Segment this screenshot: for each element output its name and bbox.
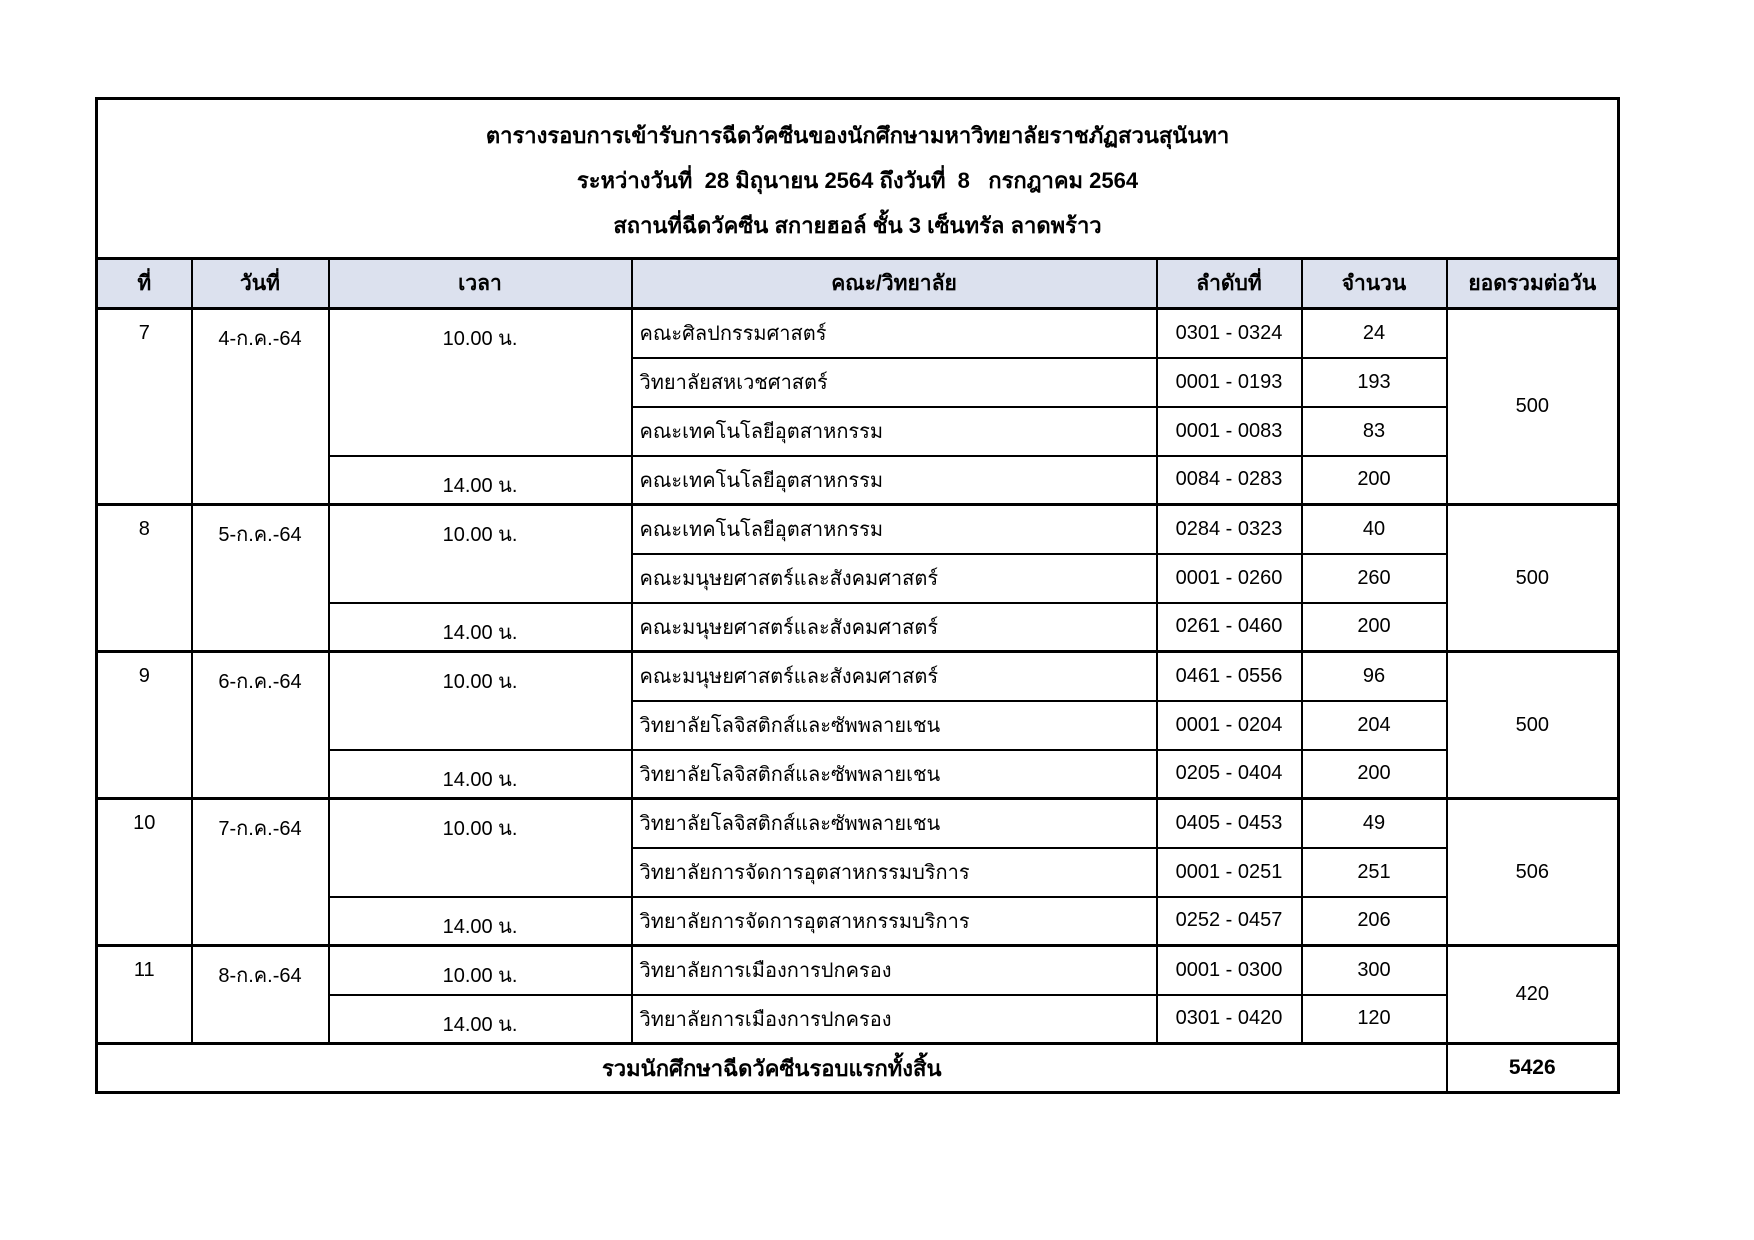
order-range-cell: 0084 - 0283	[1157, 456, 1302, 505]
order-range-cell: 0461 - 0556	[1157, 652, 1302, 701]
faculty-cell: วิทยาลัยการจัดการอุตสาหกรรมบริการ	[632, 897, 1157, 946]
time-cell: 10.00 น.	[329, 652, 632, 750]
date-cell: 7-ก.ค.-64	[192, 799, 329, 946]
row-number-cell: 10	[97, 799, 192, 946]
faculty-cell: คณะเทคโนโลยีอุตสาหกรรม	[632, 505, 1157, 554]
row-number-cell: 9	[97, 652, 192, 799]
faculty-cell: คณะเทคโนโลยีอุตสาหกรรม	[632, 407, 1157, 456]
count-cell: 96	[1302, 652, 1447, 701]
count-cell: 200	[1302, 603, 1447, 652]
count-cell: 200	[1302, 750, 1447, 799]
order-range-cell: 0261 - 0460	[1157, 603, 1302, 652]
order-range-cell: 0001 - 0260	[1157, 554, 1302, 603]
table-row	[97, 309, 1619, 358]
time-cell: 14.00 น.	[329, 995, 632, 1044]
faculty-cell: วิทยาลัยการจัดการอุตสาหกรรมบริการ	[632, 848, 1157, 897]
faculty-cell: คณะมนุษยศาสตร์และสังคมศาสตร์	[632, 554, 1157, 603]
faculty-cell: วิทยาลัยโลจิสติกส์และซัพพลายเชน	[632, 701, 1157, 750]
faculty-cell: วิทยาลัยสหเวชศาสตร์	[632, 358, 1157, 407]
daily-total-cell: 500	[1447, 652, 1619, 799]
order-range-cell: 0405 - 0453	[1157, 799, 1302, 848]
table-row	[97, 946, 1619, 995]
grand-total-row	[97, 1044, 1619, 1093]
count-cell: 200	[1302, 456, 1447, 505]
time-cell: 10.00 น.	[329, 505, 632, 603]
col-header-time: เวลา	[329, 259, 632, 309]
order-range-cell: 0001 - 0300	[1157, 946, 1302, 995]
daily-total-cell: 506	[1447, 799, 1619, 946]
order-range-cell: 0001 - 0083	[1157, 407, 1302, 456]
row-number-cell: 7	[97, 309, 192, 505]
order-range-cell: 0252 - 0457	[1157, 897, 1302, 946]
col-header-no: ที่	[97, 259, 192, 309]
daily-total-cell: 500	[1447, 309, 1619, 505]
grand-total-label: รวมนักศึกษาฉีดวัคซีนรอบแรกทั้งสิ้น	[97, 1044, 1447, 1093]
col-header-date: วันที่	[192, 259, 329, 309]
order-range-cell: 0301 - 0420	[1157, 995, 1302, 1044]
title-banner	[97, 99, 1619, 259]
count-cell: 49	[1302, 799, 1447, 848]
count-cell: 24	[1302, 309, 1447, 358]
time-cell: 14.00 น.	[329, 456, 632, 505]
count-cell: 40	[1302, 505, 1447, 554]
count-cell: 206	[1302, 897, 1447, 946]
order-range-cell: 0001 - 0193	[1157, 358, 1302, 407]
order-range-cell: 0001 - 0251	[1157, 848, 1302, 897]
daily-total-cell: 420	[1447, 946, 1619, 1044]
col-header-order-range: ลำดับที่	[1157, 259, 1302, 309]
date-cell: 8-ก.ค.-64	[192, 946, 329, 1044]
order-range-cell: 0284 - 0323	[1157, 505, 1302, 554]
col-header-count: จำนวน	[1302, 259, 1447, 309]
column-header-row	[97, 259, 1619, 309]
count-cell: 204	[1302, 701, 1447, 750]
location-subtitle: สถานที่ฉีดวัคซีน สกายฮอล์ ชั้น 3 เซ็นทรัล ลาดพร้าว	[613, 213, 1102, 238]
count-cell: 120	[1302, 995, 1447, 1044]
col-header-faculty: คณะ/วิทยาลัย	[632, 259, 1157, 309]
date-range-subtitle: ระหว่างวันที่ 28 มิถุนายน 2564 ถึงวันที่ 8 กรกฎาคม 2564	[576, 168, 1139, 193]
faculty-cell: วิทยาลัยการเมืองการปกครอง	[632, 995, 1157, 1044]
date-cell: 4-ก.ค.-64	[192, 309, 329, 505]
vaccination-schedule-table	[95, 97, 1620, 1094]
count-cell: 193	[1302, 358, 1447, 407]
daily-total-cell: 500	[1447, 505, 1619, 652]
grand-total-value: 5426	[1447, 1044, 1619, 1093]
faculty-cell: คณะศิลปกรรมศาสตร์	[632, 309, 1157, 358]
date-cell: 5-ก.ค.-64	[192, 505, 329, 652]
row-number-cell: 11	[97, 946, 192, 1044]
time-cell: 14.00 น.	[329, 897, 632, 946]
faculty-cell: วิทยาลัยโลจิสติกส์และซัพพลายเชน	[632, 750, 1157, 799]
faculty-cell: คณะมนุษยศาสตร์และสังคมศาสตร์	[632, 652, 1157, 701]
table-row	[97, 652, 1619, 701]
date-cell: 6-ก.ค.-64	[192, 652, 329, 799]
order-range-cell: 0001 - 0204	[1157, 701, 1302, 750]
table-row	[97, 505, 1619, 554]
time-cell: 14.00 น.	[329, 750, 632, 799]
table-row	[97, 799, 1619, 848]
time-cell: 10.00 น.	[329, 799, 632, 897]
table-title: ตารางรอบการเข้ารับการฉีดวัคซีนของนักศึกษามหาวิทยาลัยราชภัฏสวนสุนันทา	[485, 123, 1230, 148]
count-cell: 83	[1302, 407, 1447, 456]
faculty-cell: คณะเทคโนโลยีอุตสาหกรรม	[632, 456, 1157, 505]
title-banner-row	[97, 99, 1619, 259]
col-header-daily-total: ยอดรวมต่อวัน	[1447, 259, 1619, 309]
order-range-cell: 0205 - 0404	[1157, 750, 1302, 799]
time-cell: 10.00 น.	[329, 309, 632, 456]
count-cell: 300	[1302, 946, 1447, 995]
row-number-cell: 8	[97, 505, 192, 652]
time-cell: 10.00 น.	[329, 946, 632, 995]
order-range-cell: 0301 - 0324	[1157, 309, 1302, 358]
faculty-cell: คณะมนุษยศาสตร์และสังคมศาสตร์	[632, 603, 1157, 652]
faculty-cell: วิทยาลัยโลจิสติกส์และซัพพลายเชน	[632, 799, 1157, 848]
faculty-cell: วิทยาลัยการเมืองการปกครอง	[632, 946, 1157, 995]
count-cell: 251	[1302, 848, 1447, 897]
time-cell: 14.00 น.	[329, 603, 632, 652]
count-cell: 260	[1302, 554, 1447, 603]
